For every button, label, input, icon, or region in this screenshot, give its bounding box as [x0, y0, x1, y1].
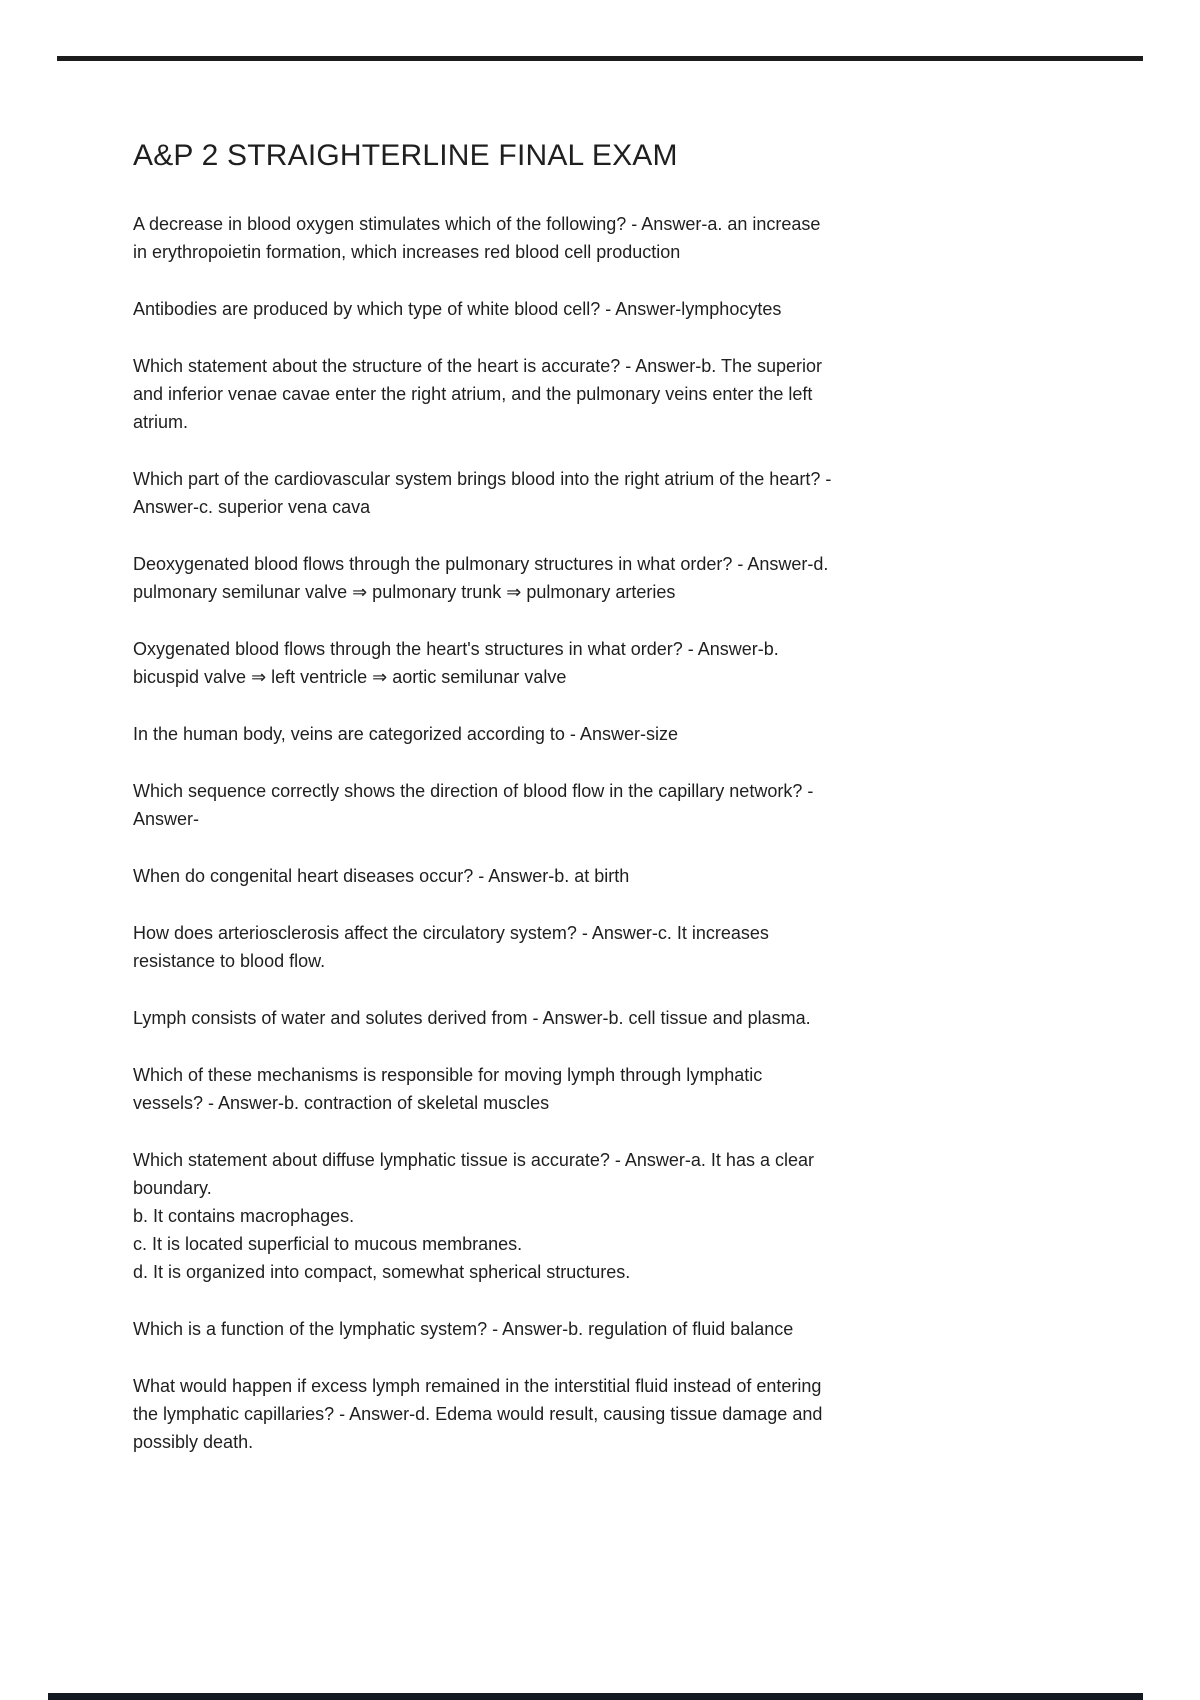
document-body: [133, 210, 1033, 1456]
paragraph: [133, 862, 1033, 890]
paragraph-line: the lymphatic capillaries? - Answer-d. Edema would result, causing tissue damage and: [133, 1404, 823, 1424]
paragraph: [133, 1372, 1033, 1456]
paragraph-line: Which part of the cardiovascular system brings blood into the right atrium of the heart? -: [133, 469, 832, 489]
paragraph: [133, 295, 1033, 323]
paragraph-line: A decrease in blood oxygen stimulates which of the following? - Answer-a. an increase: [133, 214, 821, 234]
paragraph-line: Oxygenated blood flows through the heart's structures in what order? - Answer-b.: [133, 639, 779, 659]
paragraph: [133, 1004, 1033, 1032]
footer-bar: [48, 1693, 1143, 1700]
paragraph-line: possibly death.: [133, 1432, 254, 1452]
page-title: A&P 2 STRAIGHTERLINE FINAL EXAM: [133, 139, 678, 172]
paragraph-line: Antibodies are produced by which type of white blood cell? - Answer-lymphocytes: [133, 299, 782, 319]
paragraph-line: Which sequence correctly shows the direction of blood flow in the capillary network? -: [133, 781, 814, 801]
paragraph-line: In the human body, veins are categorized according to - Answer-size: [133, 724, 678, 744]
paragraph-line: vessels? - Answer-b. contraction of skeletal muscles: [133, 1093, 550, 1113]
paragraph: [133, 635, 1033, 691]
paragraph: [133, 465, 1033, 521]
paragraph-line: d. It is organized into compact, somewhat spherical structures.: [133, 1262, 631, 1282]
paragraph-line: Deoxygenated blood flows through the pulmonary structures in what order? - Answer-d.: [133, 554, 829, 574]
paragraph: [133, 1315, 1033, 1343]
paragraph-line: boundary.: [133, 1178, 212, 1198]
top-rule: [57, 56, 1143, 61]
paragraph-line: Which of these mechanisms is responsible for moving lymph through lymphatic: [133, 1065, 763, 1085]
paragraph-line: in erythropoietin formation, which increases red blood cell production: [133, 242, 681, 262]
paragraph-line: Which statement about the structure of the heart is accurate? - Answer-b. The superior: [133, 356, 823, 376]
paragraph-line: and inferior venae cavae enter the right atrium, and the pulmonary veins enter the left: [133, 384, 813, 404]
paragraph: [133, 919, 1033, 975]
paragraph-line: c. It is located superficial to mucous membranes.: [133, 1234, 523, 1254]
paragraph-line: Lymph consists of water and solutes derived from - Answer-b. cell tissue and plasma.: [133, 1008, 811, 1028]
paragraph: [133, 550, 1033, 606]
paragraph-line: Answer-: [133, 809, 200, 829]
paragraph-line: When do congenital heart diseases occur? - Answer-b. at birth: [133, 866, 630, 886]
paragraph: [133, 352, 1033, 436]
paragraph-line: pulmonary semilunar valve ⇒ pulmonary trunk ⇒ pulmonary arteries: [133, 582, 676, 602]
paragraph-line: Answer-c. superior vena cava: [133, 497, 371, 517]
paragraph: [133, 777, 1033, 833]
paragraph-line: Which is a function of the lymphatic system? - Answer-b. regulation of fluid balance: [133, 1319, 794, 1339]
paragraph: [133, 720, 1033, 748]
paragraph-line: resistance to blood flow.: [133, 951, 326, 971]
paragraph-line: Which statement about diffuse lymphatic tissue is accurate? - Answer-a. It has a clear: [133, 1150, 814, 1170]
paragraph-line: How does arteriosclerosis affect the circulatory system? - Answer-c. It increases: [133, 923, 769, 943]
paragraph: [133, 210, 1033, 266]
paragraph-line: b. It contains macrophages.: [133, 1206, 355, 1226]
document-content: [133, 138, 1033, 1485]
paragraph-line: What would happen if excess lymph remained in the interstitial fluid instead of entering: [133, 1376, 822, 1396]
paragraph-line: bicuspid valve ⇒ left ventricle ⇒ aortic semilunar valve: [133, 667, 567, 687]
paragraph: [133, 1146, 1033, 1286]
paragraph-line: atrium.: [133, 412, 189, 432]
paragraph: [133, 1061, 1033, 1117]
